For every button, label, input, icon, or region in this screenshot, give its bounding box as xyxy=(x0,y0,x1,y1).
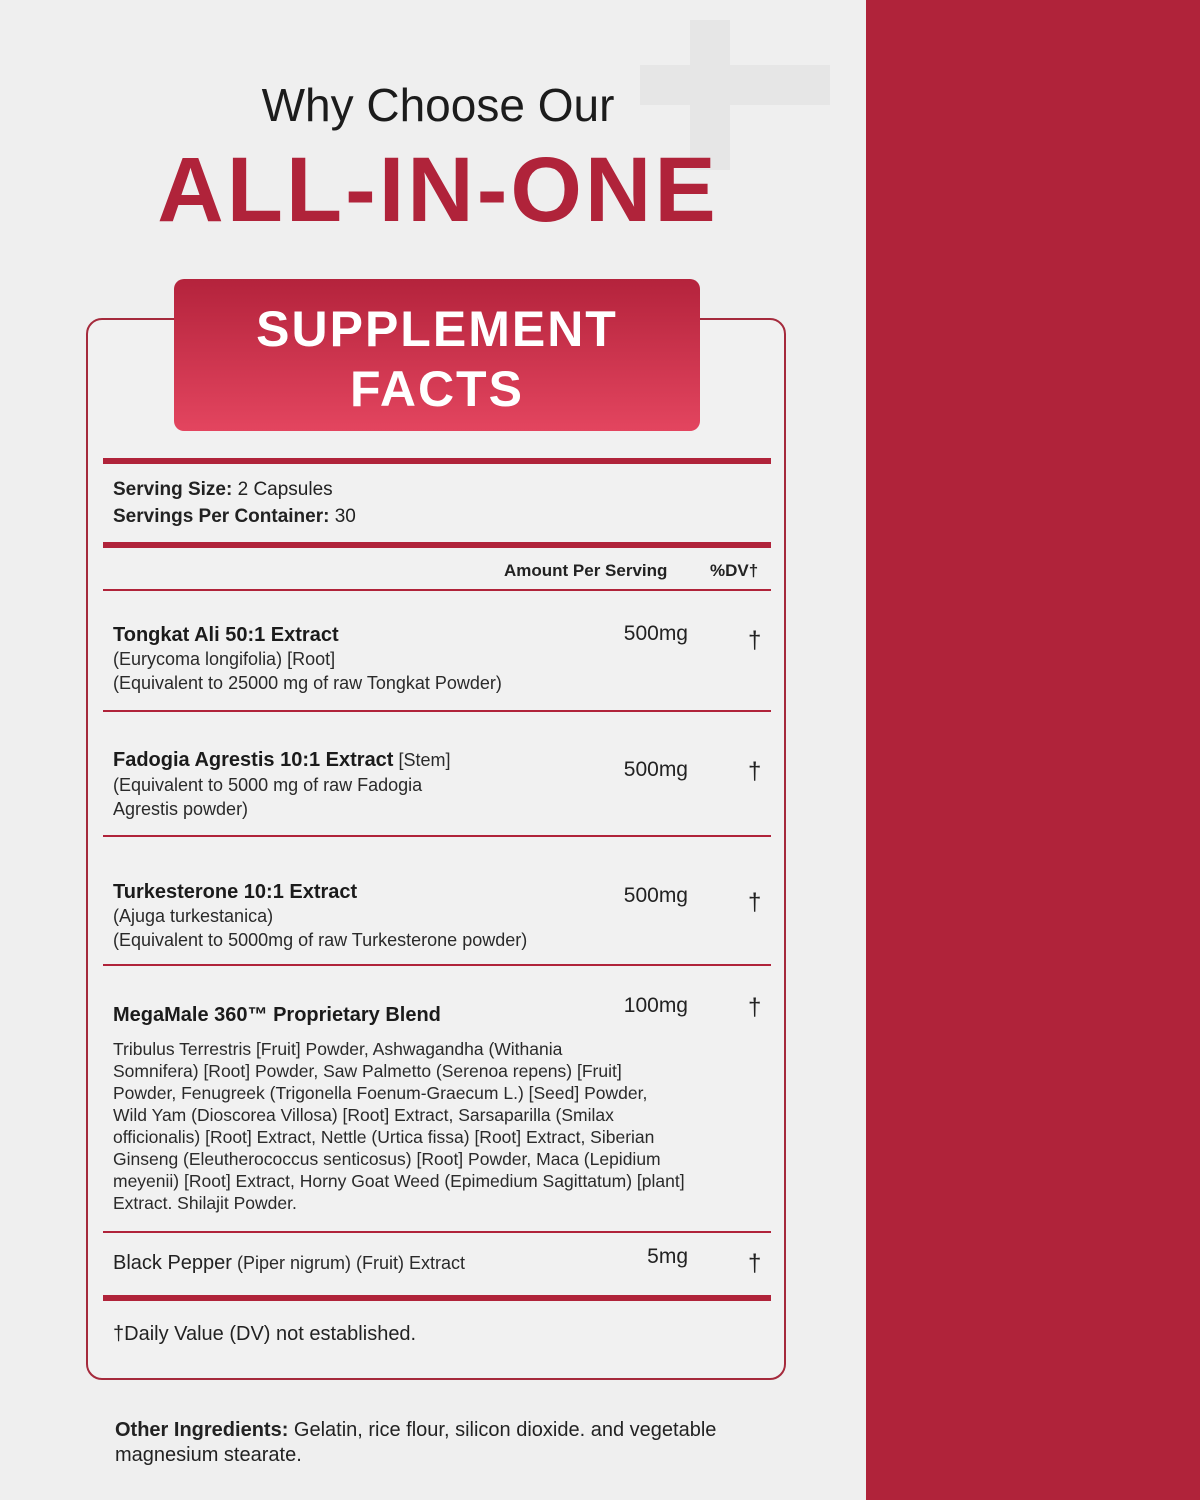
ingredient-source: (Eurycoma longifolia) [Root] xyxy=(113,649,336,669)
column-amount-per-serving: Amount Per Serving xyxy=(504,561,668,580)
ingredient-row xyxy=(113,748,450,821)
other-ingredients-label: Other Ingredients: xyxy=(115,1419,289,1441)
ingredient-equivalent: (Equivalent to 5000 mg of raw Fadogia xyxy=(113,775,423,795)
ingredient-name: Fadogia Agrestis 10:1 Extract xyxy=(113,749,394,771)
ingredient-row xyxy=(113,1251,465,1276)
ingredient-source: (Ajuga turkestanica) xyxy=(113,906,274,926)
ingredient-amount: 500mg xyxy=(623,622,688,645)
divider-thin xyxy=(103,710,771,712)
other-ingredients xyxy=(115,1418,855,1468)
servings-per-container xyxy=(113,505,356,529)
divider-thin xyxy=(103,964,771,966)
ingredient-amount: 500mg xyxy=(623,758,688,781)
ingredient-source: (Piper nigrum) (Fruit) Extract xyxy=(231,1253,466,1273)
column-dv: %DV† xyxy=(710,561,759,580)
serving-size-label: Serving Size: xyxy=(113,479,233,500)
ingredient-equivalent: (Equivalent to 25000 mg of raw Tongkat Powder) xyxy=(113,673,502,693)
ingredient-equivalent: Agrestis powder) xyxy=(113,799,249,819)
ingredient-row xyxy=(113,1003,441,1027)
heading-why-choose: Why Choose Our xyxy=(261,79,615,131)
divider-thin xyxy=(103,589,771,591)
blend-line: Extract. Shilajit Powder. xyxy=(113,1193,297,1213)
ingredient-source: [Stem] xyxy=(393,750,451,770)
banner-line-2: FACTS xyxy=(350,361,524,417)
heading-all-in-one: ALL-IN-ONE xyxy=(157,139,719,241)
ingredient-equivalent: (Equivalent to 5000mg of raw Turkesterone powder) xyxy=(113,930,528,950)
serving-size xyxy=(113,478,333,502)
blend-line: officionalis) [Root] Extract, Nettle (Urtica fissa) [Root] Extract, Siberian xyxy=(113,1127,655,1147)
servings-per-container-value: 30 xyxy=(329,506,356,527)
divider-thin xyxy=(103,835,771,837)
divider-thick xyxy=(103,458,771,464)
ingredient-name: Turkesterone 10:1 Extract xyxy=(113,881,358,903)
divider-thick xyxy=(103,1295,771,1301)
ingredient-dv: † xyxy=(748,994,762,1021)
blend-line: Tribulus Terrestris [Fruit] Powder, Ashwagandha (Withania xyxy=(113,1039,563,1059)
ingredient-dv: † xyxy=(748,1250,762,1277)
blend-line: Wild Yam (Dioscorea Villosa) [Root] Extract, Sarsaparilla (Smilax xyxy=(113,1105,614,1125)
ingredient-row xyxy=(113,623,502,695)
ingredient-dv: † xyxy=(748,758,762,785)
other-ingredients-line-1: Gelatin, rice flour, silicon dioxide. and vegetable xyxy=(288,1419,717,1441)
blend-line: Powder, Fenugreek (Trigonella Foenum-Graecum L.) [Seed] Powder, xyxy=(113,1083,648,1103)
blend-ingredient-list xyxy=(113,1038,773,1214)
ingredient-name: MegaMale 360™ Proprietary Blend xyxy=(113,1004,441,1026)
ingredient-row xyxy=(113,880,527,952)
serving-size-value: 2 Capsules xyxy=(232,479,333,500)
divider-thick xyxy=(103,542,771,548)
servings-per-container-label: Servings Per Container: xyxy=(113,506,330,527)
ingredient-amount: 5mg xyxy=(647,1245,688,1268)
right-color-band xyxy=(866,0,1200,1500)
ingredient-amount: 500mg xyxy=(623,884,688,907)
supplement-facts-banner xyxy=(174,279,700,431)
divider-thin xyxy=(103,1231,771,1233)
ingredient-dv: † xyxy=(748,627,762,654)
blend-line: meyenii) [Root] Extract, Horny Goat Weed (Epimedium Sagittatum) [plant] xyxy=(113,1171,685,1191)
ingredient-dv: † xyxy=(748,889,762,916)
ingredient-amount: 100mg xyxy=(623,994,688,1017)
blend-line: Somnifera) [Root] Powder, Saw Palmetto (Serenoa repens) [Fruit] xyxy=(113,1061,622,1081)
footnote-daily-value: †Daily Value (DV) not established. xyxy=(113,1323,417,1345)
banner-line-1: SUPPLEMENT xyxy=(256,301,618,357)
ingredient-name: Tongkat Ali 50:1 Extract xyxy=(113,624,339,646)
ingredient-name: Black Pepper xyxy=(113,1252,232,1274)
blend-line: Ginseng (Eleutherococcus senticosus) [Root] Powder, Maca (Lepidium xyxy=(113,1149,661,1169)
other-ingredients-line-2: magnesium stearate. xyxy=(115,1444,302,1466)
